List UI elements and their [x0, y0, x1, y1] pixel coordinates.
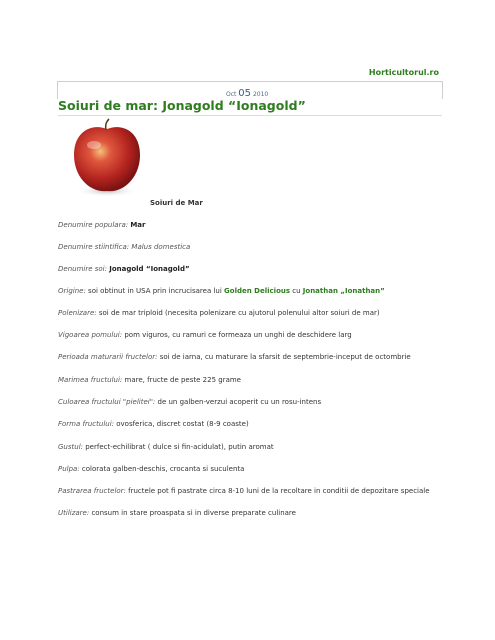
- row-pulp: Pulpa: colorata galben-deschis, crocanta si suculenta: [58, 465, 245, 473]
- row-fruit-shape: Forma fructului: ovosferica, discret costat (8-9 coaste): [58, 420, 249, 428]
- row-taste: Gustul: perfect-echilibrat ( dulce si fin-acidulat), putin aromat: [58, 443, 274, 451]
- row-ripening: Perioada maturarii fructelor: soi de iarna, cu maturare la sfarsit de septembrie-inceput de octombrie: [58, 353, 411, 361]
- row-variety-name: Denumire soi: Jonagold “Ionagold”: [58, 265, 190, 273]
- site-name[interactable]: Horticultorul.ro: [368, 68, 439, 77]
- row-storage: Pastrarea fructelor: fructele pot fi pastrate circa 8-10 luni de la recoltare in conditii de depozitare speciale: [58, 487, 430, 495]
- row-fruit-size: Marimea fructului: mare, fructe de peste 225 grame: [58, 376, 241, 384]
- link-jonathan[interactable]: Jonathan „Ionathan”: [302, 287, 385, 295]
- post-title[interactable]: Soiuri de mar: Jonagold “Ionagold”: [58, 98, 442, 116]
- row-scientific-name: Denumire stiintifica: Malus domestica: [58, 243, 191, 251]
- link-golden-delicious[interactable]: Golden Delicious: [224, 287, 291, 295]
- row-usage: Utilizare: consum in stare proaspata si in diverse preparate culinare: [58, 509, 296, 517]
- row-pollination: Polenizare: soi de mar triploid (necesita polenizare cu ajutorul polenului altor soiuri de mar): [58, 309, 380, 317]
- row-fruit-color: Culoarea fructului "pielitei": de un galben-verzui acoperit cu un rosu-intens: [58, 398, 322, 406]
- image-caption: Soiuri de Mar: [150, 199, 203, 207]
- row-origin: Origine: soi obtinut in USA prin incrucisarea lui Golden Delicious cu Jonathan „Ionathan”: [58, 287, 385, 295]
- date-year: 2010: [252, 91, 269, 98]
- row-popular-name: Denumire populara: Mar: [58, 221, 146, 229]
- date-day: 05: [238, 88, 252, 99]
- date-month: Oct: [226, 91, 237, 98]
- row-vigor: Vigoarea pomului: pom viguros, cu ramuri ce formeaza un unghi de deschidere larg: [58, 331, 352, 339]
- apple-photo: [66, 117, 148, 199]
